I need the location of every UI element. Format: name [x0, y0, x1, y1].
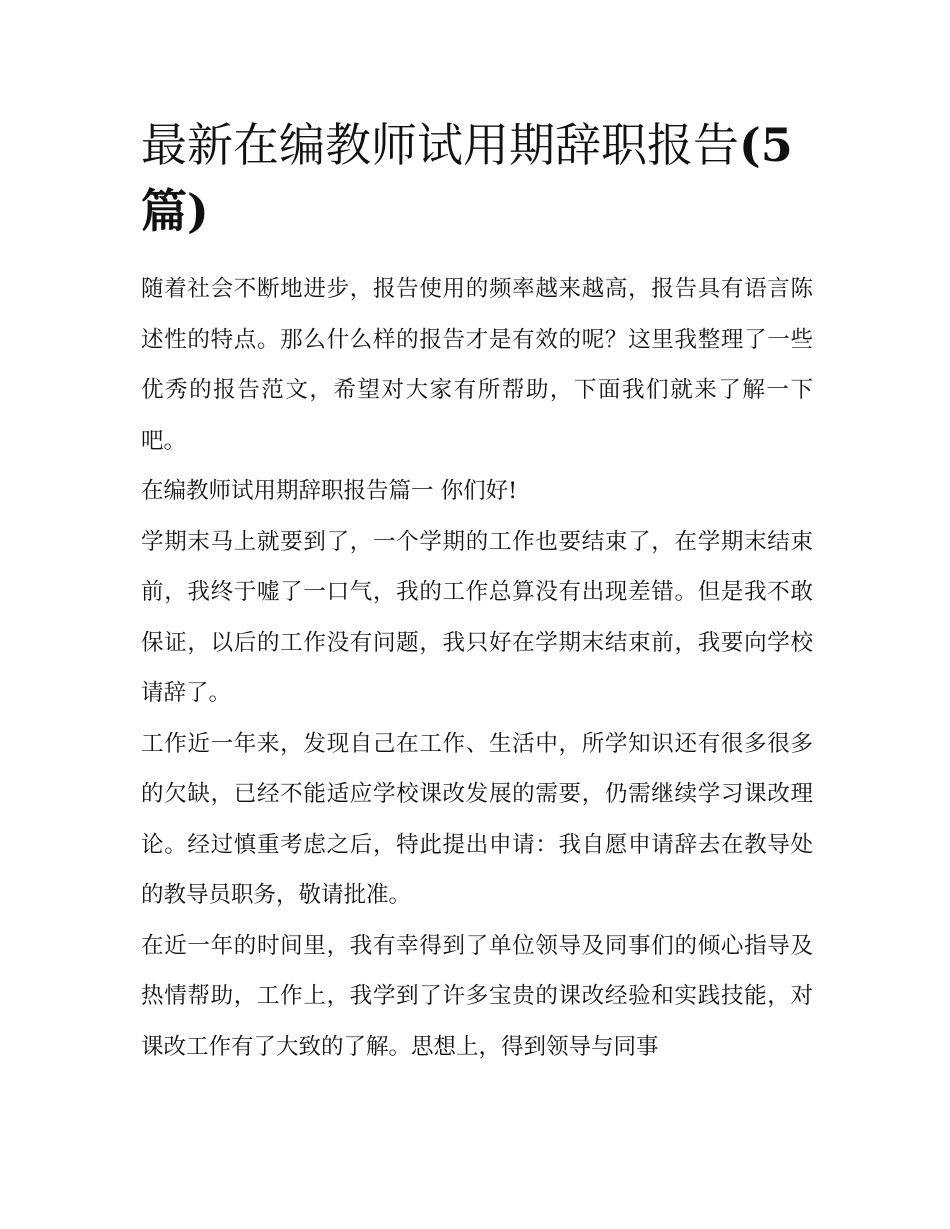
document-title [141, 112, 813, 244]
paragraph-section-heading: 在编教师试用期辞职报告篇一 你们好! [141, 478, 518, 504]
document-content [141, 112, 813, 1072]
paragraph-gratitude: 在近一年的时间里，我有幸得到了单位领导及同事们的倾心指导及热情帮助，工作上，我学到了许多宝贵的课改经验和实践技能，对课改工作有了大致的了解。思想上，得到领导与同事 [141, 932, 813, 1060]
document-body [141, 264, 813, 1072]
title-suffix: (5 篇) [141, 118, 793, 238]
paragraph-intro: 随着社会不断地进步，报告使用的频率越来越高，报告具有语言陈述性的特点。那么什么样的报告才是有效的呢？这里我整理了一些优秀的报告范文，希望对大家有所帮助，下面我们就来了解一下吧。 [141, 276, 813, 454]
paragraph-resignation-request: 工作近一年来，发现自己在工作、生活中，所学知识还有很多很多的欠缺，已经不能适应学校课改发展的需要，仍需继续学习课改理论。经过慎重考虑之后，特此提出申请：我自愿申请辞去在教导处的教导员职务，敬请批准。 [141, 730, 813, 908]
title-main: 最新在编教师试用期辞职报告 [141, 118, 739, 172]
paragraph-semester-end: 学期末马上就要到了，一个学期的工作也要结束了，在学期末结束前，我终于嘘了一口气，我的工作总算没有出现差错。但是我不敢保证，以后的工作没有问题，我只好在学期末结束前，我要向学校请辞了。 [141, 528, 813, 706]
